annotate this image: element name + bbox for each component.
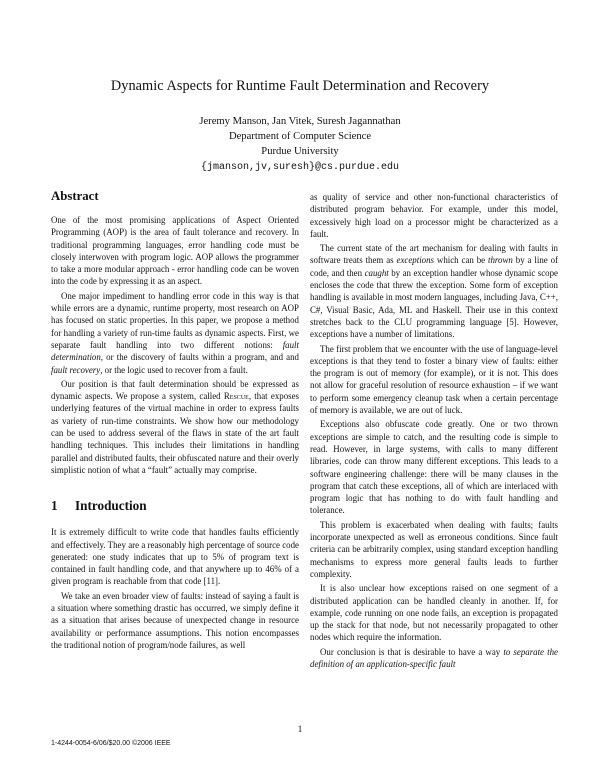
paper-title: Dynamic Aspects for Runtime Fault Determination and Recovery xyxy=(110,78,490,94)
intro-paragraph-1: It is extremely difficult to write code that handles faults efficiently and effectively. They are a reasonably high percentage of source code generated: one study indicates that up to 5% of program text is contained in fault handling code, and that anywhere up to 46% of a given program is reachable from that code [11]. xyxy=(51,527,299,587)
author-names: Jeremy Manson, Jan Vitek, Suresh Jagannathan xyxy=(199,116,401,127)
abstract-paragraph-3: Our position is that fault determination should be expressed as dynamic aspects. We propose a system, called Rescue, that exposes underlying features of the virtual machine in order to express faults as variety of run-time constraints. We show how our methodology can be used to address several of the flaws in state of the art fault handling techniques. This includes their limitations in handling parallel and distributed faults, their obfuscated nature and their overly simplistic notion of what a “fault” actually may comprise. xyxy=(51,378,299,475)
introduction-heading: 1 Introduction xyxy=(51,498,147,514)
intro-paragraph-2: We take an even broader view of faults: instead of saying a fault is a situation where something drastic has occurred, we simply define it as a situation that arises because of unexpected change in resource availability or performance assumptions. This notion encompasses the traditional notion of program/node failures, as well xyxy=(51,590,299,650)
right-column xyxy=(310,191,558,672)
intro-paragraph-8: Our conclusion is that is desirable to have a way to separate the definition of an application-specific fault xyxy=(310,646,558,669)
intro-paragraph-7: It is also unclear how exceptions raised on one segment of a distributed application can be handled cleanly in another. If, for example, code running on one node fails, an exception is propagated up the stack for that node, but not necessarily propagated to other nodes which require the information. xyxy=(310,583,558,643)
abstract-paragraph-2: One major impediment to handling error code in this way is that while errors are a dynamic, runtime property, most research on AOP has focused on static properties. In this paper, we propose a method for handling a variety of run-time faults as dynamic aspects. First, we separate fault handling into two different notions: fault determination, or the discovery of faults within a program, and and fault recovery, or the logic used to recover from a fault. xyxy=(51,290,299,375)
abstract-paragraph-1: One of the most promising applications of Aspect Oriented Programming (AOP) is the area of fault tolerance and recovery. In traditional programming languages, error handling code must be closely interwoven with program logic. AOP allows the programmer to take a more modular approach - error handling code can be woven into the code by expressing it as an aspect. xyxy=(51,215,299,287)
intro-paragraph-5: Exceptions also obfuscate code greatly. One or two thrown exceptions are simple to catch, and the resulting code is simple to read. However, in large systems, with calls to many different libraries, code can throw many different exceptions. This leads to a software engineering challenge: there will be many clauses in the program that catch these exceptions, all of which are interlaced with program logic that has nothing to do with fault handling and tolerance. xyxy=(310,419,558,516)
left-column xyxy=(51,188,299,653)
author-block xyxy=(0,114,600,175)
author-email: {jmanson,jv,suresh}@cs.purdue.edu xyxy=(200,161,400,173)
intro-paragraph-2-cont: as quality of service and other non-functional characteristics of distributed program behavior. For example, under this model, excessively high load on a processor might be characterized as a fault. xyxy=(310,192,558,239)
page-number: 1 xyxy=(297,724,303,734)
author-department: Department of Computer Science xyxy=(228,131,372,143)
intro-paragraph-6: This problem is exacerbated when dealing with faults; faults incorporate unexpected as well as erroneous conditions. Since fault criteria can be arbitrarily complex, using standard exception handling mechanisms to express more general faults leads to further complexity. xyxy=(310,519,558,579)
author-university: Purdue University xyxy=(261,146,339,158)
intro-paragraph-4: The first problem that we encounter with the use of language-level exceptions is that they tend to foster a binary view of faults: either the program is out of memory (for example), or it is not. This does not allow for graceful resolution of resource exhaustion – if we want to perform some emergency cleanup task when a certain percentage of memory is available, we are out of luck. xyxy=(310,343,558,416)
intro-paragraph-3: The current state of the art mechanism for dealing with faults in software treats them as exceptions which can be thrown by a line of code, and then caught by an exception handler whose dynamic scope encloses the code that threw the exception. Some form of exception handling is available in most modern languages, including Java, C++, C#, Visual Basic, Ada, ML and Haskell. Their use in this context stretches back to the CLU programming language [5]. However, exceptions have a number of limitations. xyxy=(310,243,558,340)
copyright-footer: 1-4244-0054-6/06/$20.00 ©2006 IEEE xyxy=(51,740,171,747)
abstract-heading: Abstract xyxy=(51,189,99,203)
